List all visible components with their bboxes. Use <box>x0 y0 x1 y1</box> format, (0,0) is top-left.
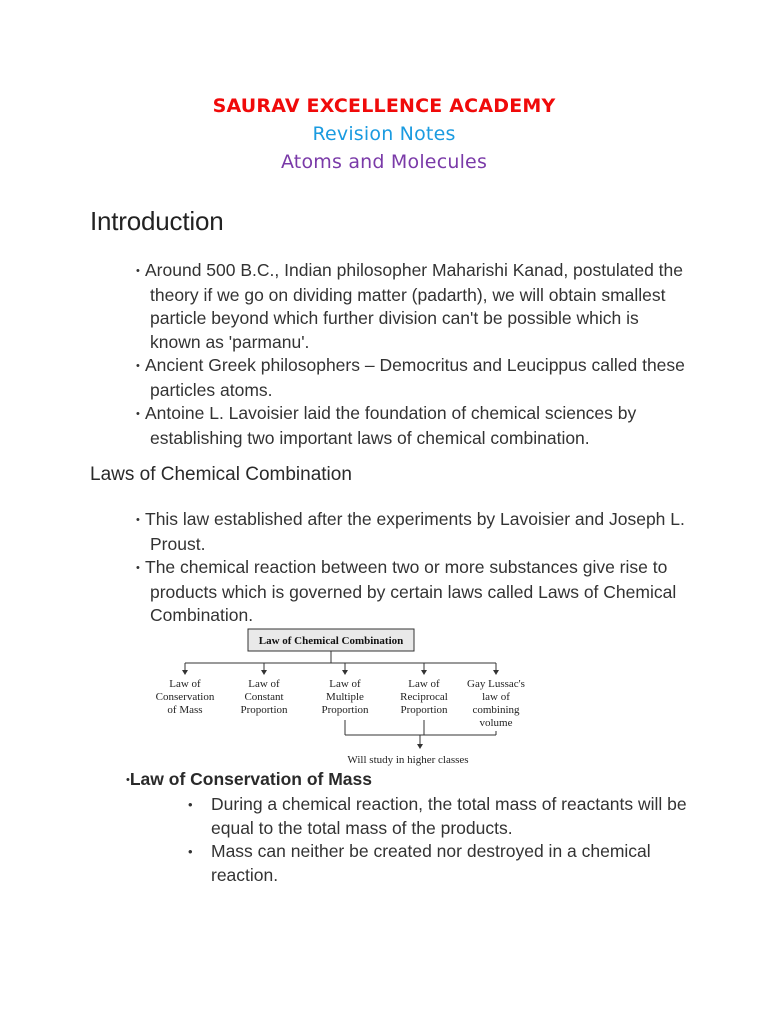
conservation-heading-item <box>126 768 372 793</box>
child-label: Law of <box>408 678 440 690</box>
list-item <box>188 793 688 840</box>
child-label: Multiple <box>326 691 364 703</box>
diagram-svg <box>150 626 540 770</box>
child-label: Law of <box>329 678 361 690</box>
arrow-icon <box>417 744 423 749</box>
conservation-list <box>188 793 688 887</box>
child-label: Reciprocal <box>400 691 448 703</box>
list-item <box>126 354 686 402</box>
child-label: of Mass <box>167 704 203 716</box>
child-label: combining <box>472 704 520 716</box>
child-label: law of <box>482 691 510 703</box>
child-label: volume <box>479 717 513 729</box>
list-item <box>126 259 686 354</box>
child-label: Gay Lussac's <box>467 678 525 690</box>
child-label: Proportion <box>240 704 288 716</box>
list-item <box>126 508 686 556</box>
arrow-icon <box>261 670 267 675</box>
child-label: Constant <box>244 691 284 703</box>
bullet-icon: • <box>136 265 140 277</box>
list-item-text: Antoine L. Lavoisier laid the foundation of chemical sciences by establishing two important laws of chemical combination. <box>145 403 637 448</box>
list-item <box>188 840 688 887</box>
laws-list <box>126 508 686 628</box>
root-label: Law of Chemical Combination <box>258 635 404 647</box>
child-label: Proportion <box>321 704 369 716</box>
list-item <box>126 402 686 450</box>
child-label: Law of <box>248 678 280 690</box>
arrow-icon <box>421 670 427 675</box>
bullet-icon: • <box>136 360 140 372</box>
list-item-text: During a chemical reaction, the total mass of reactants will be equal to the total mass of the products. <box>211 794 687 838</box>
list-item-text: Around 500 B.C., Indian philosopher Maharishi Kanad, postulated the theory if we go on dividing matter (padarth), we will obtain smallest particle beyond which further division can't be possible which is known as 'parmanu'. <box>145 260 683 352</box>
arrow-icon <box>342 670 348 675</box>
academy-title: SAURAV EXCELLENCE ACADEMY <box>212 95 556 117</box>
conservation-heading: Law of Conservation of Mass <box>129 769 372 789</box>
list-item-text: This law established after the experiments by Lavoisier and Joseph L. Proust. <box>145 509 685 554</box>
child-label: Law of <box>169 678 201 690</box>
document-header <box>0 92 768 176</box>
bullet-icon: • <box>136 514 140 526</box>
revision-notes-subtitle: Revision Notes <box>312 123 456 145</box>
topic-title: Atoms and Molecules <box>280 151 488 173</box>
list-item-text: Ancient Greek philosophers – Democritus and Leucippus called these particles atoms. <box>145 355 685 400</box>
laws-heading: Laws of Chemical Combination <box>90 464 352 485</box>
list-item-text: Mass can neither be created nor destroyed in a chemical reaction. <box>211 841 651 885</box>
bullet-icon: • <box>136 408 140 420</box>
footnote-label: Will study in higher classes <box>347 754 469 766</box>
list-item <box>126 556 686 628</box>
child-label: Conservation <box>155 691 215 703</box>
laws-tree-diagram <box>150 626 540 770</box>
child-label: Proportion <box>400 704 448 716</box>
bullet-icon: • <box>136 562 140 574</box>
bullet-icon: • <box>188 844 193 859</box>
arrow-icon <box>182 670 188 675</box>
arrow-icon <box>493 670 499 675</box>
introduction-heading: Introduction <box>90 206 224 236</box>
introduction-list <box>126 259 686 450</box>
list-item-text: The chemical reaction between two or more substances give rise to products which is governed by certain laws called Laws of Chemical Combination. <box>145 557 677 625</box>
bullet-icon: • <box>126 774 130 786</box>
bullet-icon: • <box>188 797 193 812</box>
